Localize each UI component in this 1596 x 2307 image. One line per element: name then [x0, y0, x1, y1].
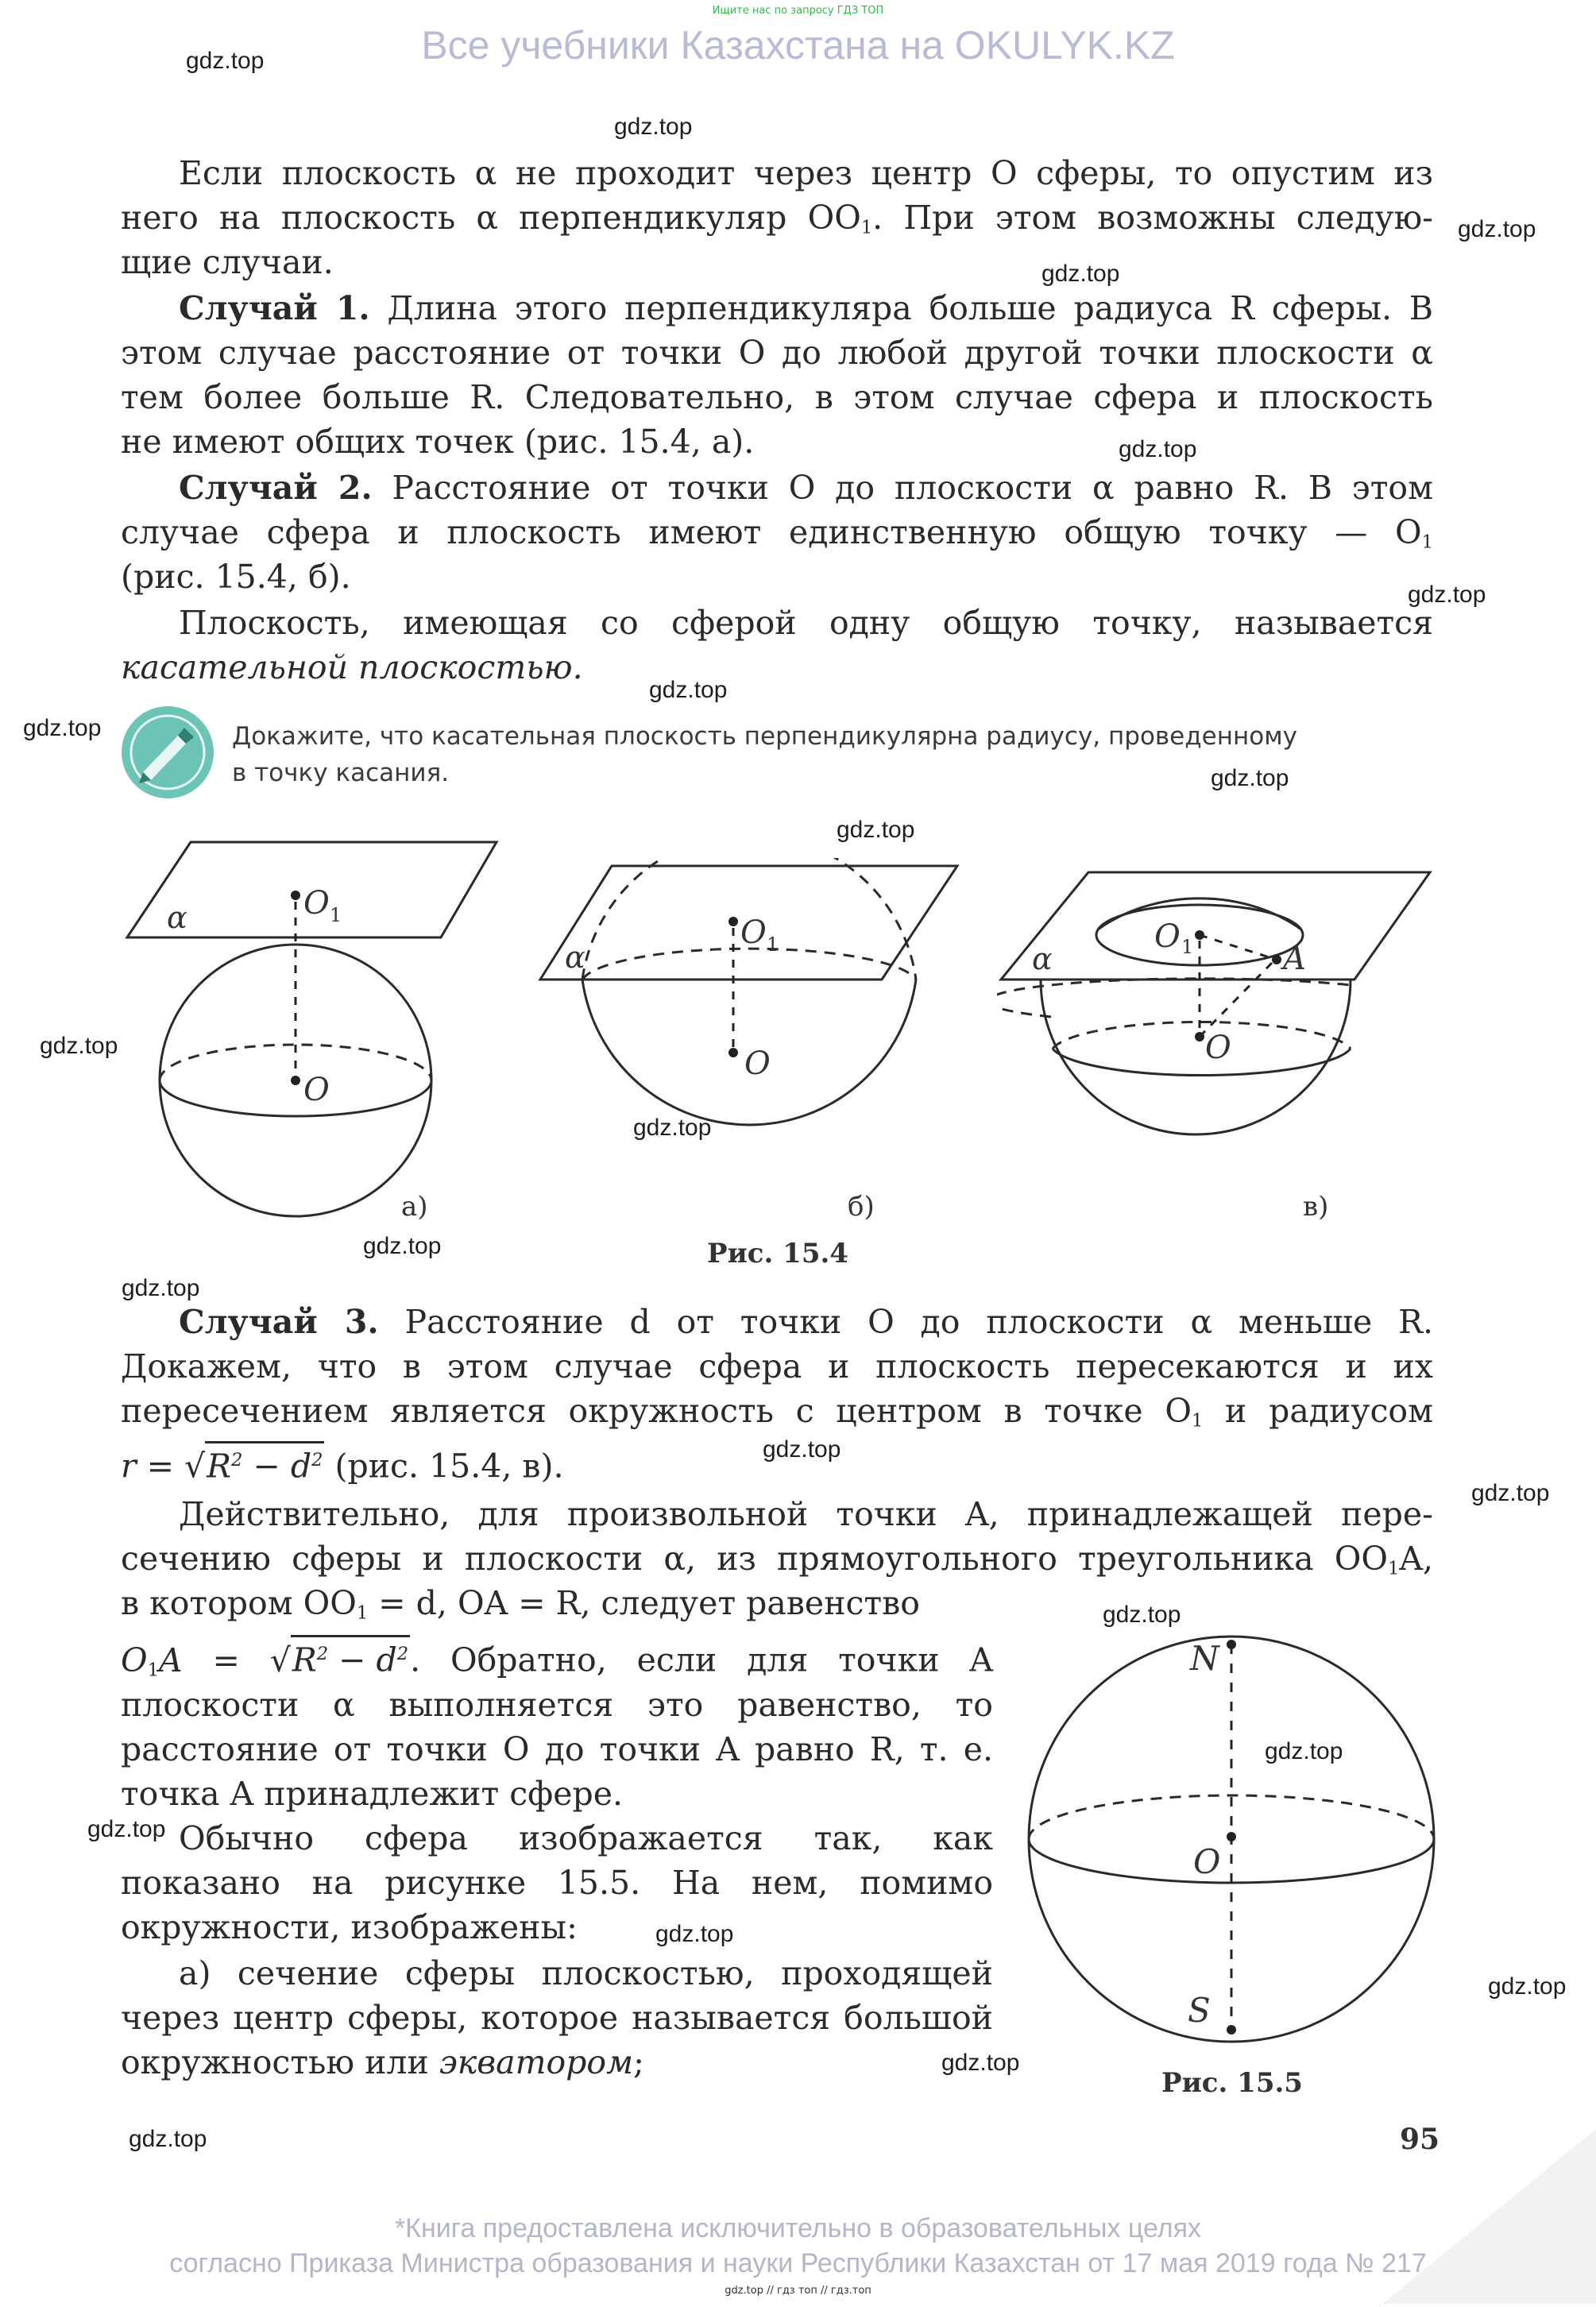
- footer-line-1: *Книга предоставлена исключительно в образовательных целях: [394, 2213, 1202, 2243]
- text-line: плоскости α выполняется это равенство, то: [121, 1686, 993, 1724]
- watermark: gdz.top: [649, 677, 728, 703]
- watermark: gdz.top: [763, 1436, 841, 1463]
- watermark: gdz.top: [122, 1275, 200, 1301]
- figure-label-b: б): [848, 1191, 875, 1223]
- point-o-label: O: [1193, 1842, 1221, 1881]
- text-line: этом случае расстояние от точки O до любой другой точки плоскости α: [121, 334, 1433, 372]
- text-line: Докажем, что в этом случае сфера и плоскость пересекаются и их: [121, 1347, 1433, 1385]
- figure-15-4-c: [997, 858, 1442, 1247]
- text-line: случае сфера и плоскость имеют единственную общую точку — $O_1$: [121, 513, 1433, 553]
- site-banner[interactable]: Все учебники Казахстана на OKULYK.KZ: [421, 23, 1175, 68]
- watermark: gdz.top: [1458, 216, 1536, 242]
- text-line: Обычно сфера изображается так, как: [179, 1819, 993, 1857]
- footer-tiny-text: gdz.top // гдз топ // гдз.топ: [725, 2285, 871, 2297]
- watermark: gdz.top: [655, 1921, 734, 1947]
- svg-text:1: 1: [767, 933, 779, 956]
- watermark: gdz.top: [1103, 1602, 1181, 1628]
- watermark: gdz.top: [837, 817, 915, 843]
- watermark: gdz.top: [1041, 261, 1120, 287]
- text-line: показано на рисунке 15.5. На нем, помимо: [121, 1864, 993, 1902]
- alpha-label: α: [1032, 941, 1053, 976]
- figure-15-5: [1025, 1621, 1454, 2050]
- alpha-label: α: [167, 900, 187, 935]
- text-line: тем более больше R. Следовательно, в этом случае сфера и плоскость: [121, 378, 1433, 416]
- footer-line-2: согласно Приказа Министра образования и науки Республики Казахстан от 17 мая 2019 года № 217: [169, 2248, 1427, 2278]
- text-line: Случай 3. Расстояние d от точки O до плоскости α меньше R.: [179, 1303, 1433, 1341]
- text-line: через центр сферы, которое называется большой: [121, 1999, 993, 2037]
- text-line: окружности, изображены:: [121, 1908, 578, 1946]
- point-o-label: O: [1205, 1030, 1231, 1066]
- point-o1-label: O: [303, 885, 330, 922]
- watermark: gdz.top: [87, 1816, 166, 1842]
- text-line: сечению сферы и плоскости α, из прямоугольного треугольника $OO_1A$,: [121, 1540, 1433, 1579]
- task-text: Докажите, что касательная плоскость перпендикулярна радиусу, проведенному: [232, 722, 1297, 751]
- text-line: (рис. 15.4, б).: [121, 558, 351, 596]
- watermark: gdz.top: [1265, 1738, 1343, 1764]
- text-line: точка A принадлежит сфере.: [121, 1775, 624, 1813]
- formula-line: $r = √R^2 - d^2$ (рис. 15.4, в).: [121, 1441, 1433, 1489]
- alpha-label: α: [565, 940, 585, 975]
- text-line: а) сечение сферы плоскостью, проходящей: [179, 1954, 993, 1992]
- figure-caption: Рис. 15.5: [1161, 2067, 1303, 2099]
- text-line: щие случаи.: [121, 243, 334, 281]
- watermark: gdz.top: [129, 2126, 207, 2152]
- text-line: не имеют общих точек (рис. 15.4, а).: [121, 423, 755, 461]
- point-a-label: A: [1283, 941, 1306, 977]
- text-line: Действительно, для произвольной точки A, принадлежащей пере-: [179, 1495, 1433, 1533]
- point-o1-label: O: [740, 914, 767, 951]
- svg-text:1: 1: [1181, 936, 1194, 958]
- task-pencil-icon: [119, 704, 216, 801]
- text-line: Если плоскость α не проходит через центр O сферы, то опустим из: [179, 154, 1433, 192]
- point-o-label: O: [303, 1072, 330, 1108]
- watermark: gdz.top: [186, 48, 265, 74]
- point-o1-label: O: [1154, 918, 1181, 955]
- figure-caption: Рис. 15.4: [707, 1238, 848, 1269]
- text-line: расстояние от точки O до точки A равно R, т. е.: [121, 1730, 993, 1768]
- figure-label-v: в): [1303, 1191, 1329, 1223]
- formula-line: $O_1A = √R^2 - d^2$. Обратно, если для точки A: [121, 1635, 993, 1692]
- watermark: gdz.top: [614, 114, 693, 140]
- text-line: пересечением является окружность с центром в точке $O_1$ и радиусом: [121, 1392, 1433, 1432]
- watermark: gdz.top: [1408, 582, 1486, 608]
- text-line: него на плоскость α перпендикуляр $OO_1$. При этом возможны следую-: [121, 199, 1433, 238]
- text-line: в котором $OO_1 = d$, OA = R, следует равенство: [121, 1584, 920, 1624]
- definition-term: касательной плоскостью.: [121, 648, 583, 686]
- watermark: gdz.top: [40, 1033, 118, 1059]
- watermark: gdz.top: [633, 1115, 712, 1141]
- text-line: окружностью или экватором;: [121, 2043, 644, 2081]
- watermark: gdz.top: [941, 2050, 1020, 2076]
- figure-label-a: а): [401, 1191, 428, 1223]
- text-line: Случай 1. Длина этого перпендикуляра больше радиуса R сферы. В: [179, 289, 1433, 327]
- watermark: gdz.top: [23, 715, 102, 741]
- watermark: gdz.top: [363, 1233, 442, 1259]
- watermark: gdz.top: [1471, 1480, 1550, 1506]
- point-n-label: N: [1190, 1639, 1219, 1678]
- text-line: Случай 2. Расстояние от точки O до плоскости α равно R. В этом: [179, 469, 1433, 507]
- point-s-label: S: [1188, 1991, 1211, 2030]
- page-number: 95: [1400, 2123, 1440, 2156]
- task-text: в точку касания.: [232, 759, 450, 787]
- figure-15-4-a: [119, 826, 500, 1239]
- watermark: gdz.top: [1488, 1973, 1567, 2000]
- watermark: gdz.top: [1119, 436, 1197, 462]
- point-o-label: O: [744, 1045, 771, 1082]
- text-line: Плоскость, имеющая со сферой одну общую точку, называется: [179, 604, 1433, 642]
- header-tiny-text: Ищите нас по запросу ГДЗ ТОП: [712, 5, 884, 17]
- figure-15-4-b: [536, 858, 981, 1247]
- watermark: gdz.top: [1211, 765, 1289, 791]
- svg-text:1: 1: [330, 904, 342, 926]
